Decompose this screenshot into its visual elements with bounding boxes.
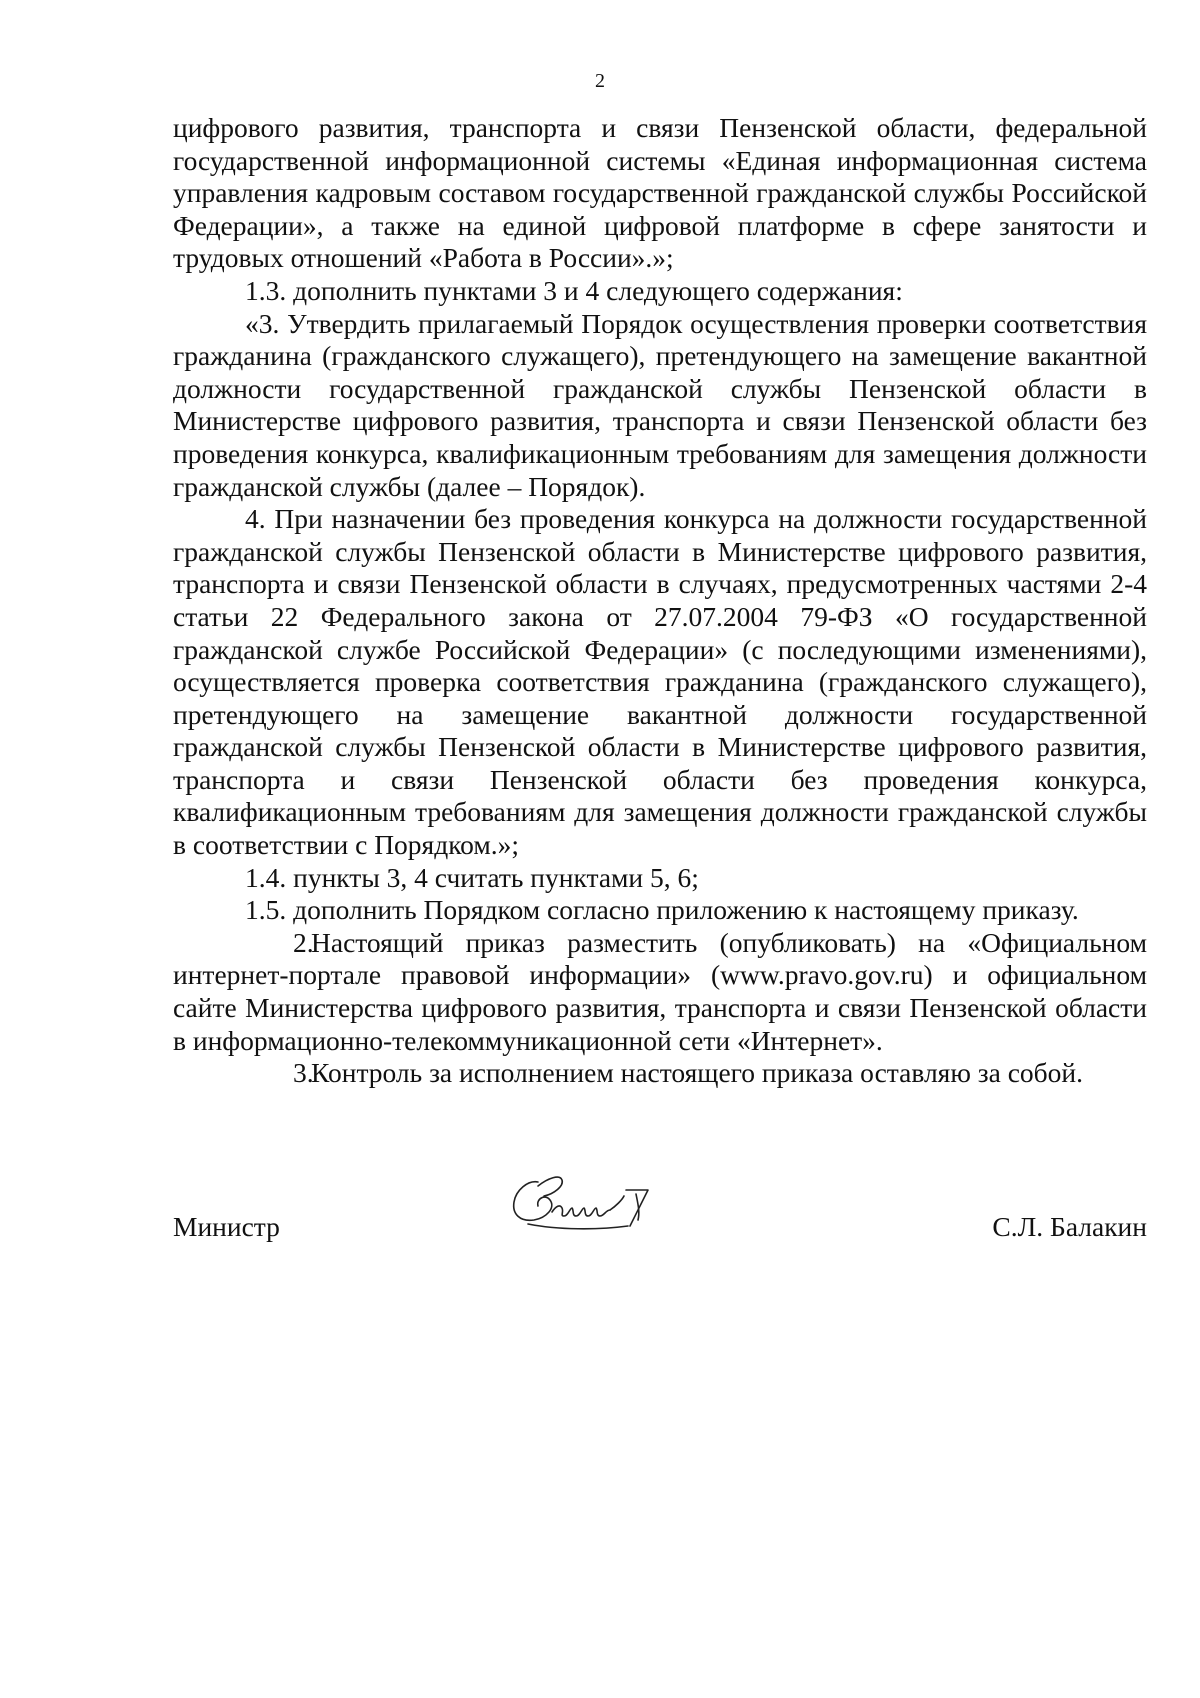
signatory-name: С.Л. Балакин xyxy=(992,1211,1147,1242)
paragraph-item-2 xyxy=(173,927,1147,1057)
page-number: 2 xyxy=(595,70,605,92)
handwritten-signature xyxy=(498,1160,698,1240)
item-text: Контроль за исполнением настоящего приказа оставляю за собой. xyxy=(311,1057,1083,1089)
item-number: 3. xyxy=(293,1057,314,1089)
document-body xyxy=(173,112,1147,1090)
paragraph-continuation: цифрового развития, транспорта и связи Пензенской области, федеральной государственной информационной системы «Единая информационная система управления кадровым составом государственной гражданской службы Российской Федерации», а также на единой цифровой платформе в сфере занятости и трудовых отношений «Работа в России».»; xyxy=(173,112,1147,274)
signature-block xyxy=(173,1160,1147,1280)
signatory-title: Министр xyxy=(173,1211,280,1242)
paragraph-item-3: «3. Утвердить прилагаемый Порядок осуществления проверки соответствия гражданина (гражданского служащего), претендующего на замещение вакантной должности государственной гражданской службы Пензенской области в Министерстве цифрового развития, транспорта и связи Пензенской области без проведения конкурса, квалификационным требованиям для замещения должности гражданской службы (далее – Порядок). xyxy=(173,307,1147,502)
paragraph-item-1-4: 1.4. пункты 3, 4 считать пунктами 5, 6; xyxy=(245,861,699,893)
paragraph-item-3-final xyxy=(173,1057,1147,1090)
item-text: Настоящий приказ разместить (опубликовать) на «Официальном интернет-портале правовой информации» (www.pravo.gov.ru) и официальном сайте Министерства цифрового развития, транспорта и связи Пензенской области в информационно-телекоммуникационной сети «Интернет». xyxy=(173,926,1147,1056)
paragraph-item-1-5: 1.5. дополнить Порядком согласно приложению к настоящему приказу. xyxy=(245,894,1079,926)
paragraph-item-1-3: 1.3. дополнить пунктами 3 и 4 следующего содержания: xyxy=(245,274,903,306)
paragraph-item-4: 4. При назначении без проведения конкурса на должности государственной гражданской службы Пензенской области в Министерстве цифрового развития, транспорта и связи Пензенской области в случаях, предусмотренных частями 2-4 статьи 22 Федерального закона от 27.07.2004 79-ФЗ «О государственной гражданской службе Российской Федерации» (с последующими изменениями), осуществляется проверка соответствия гражданина (гражданского служащего), претендующего на замещение вакантной должности государственной гражданской службы Пензенской области в Министерстве цифрового развития, транспорта и связи Пензенской области без проведения конкурса, квалификационным требованиям для замещения должности гражданской службы в соответствии с Порядком.»; xyxy=(173,503,1147,861)
item-number: 2. xyxy=(293,926,314,958)
